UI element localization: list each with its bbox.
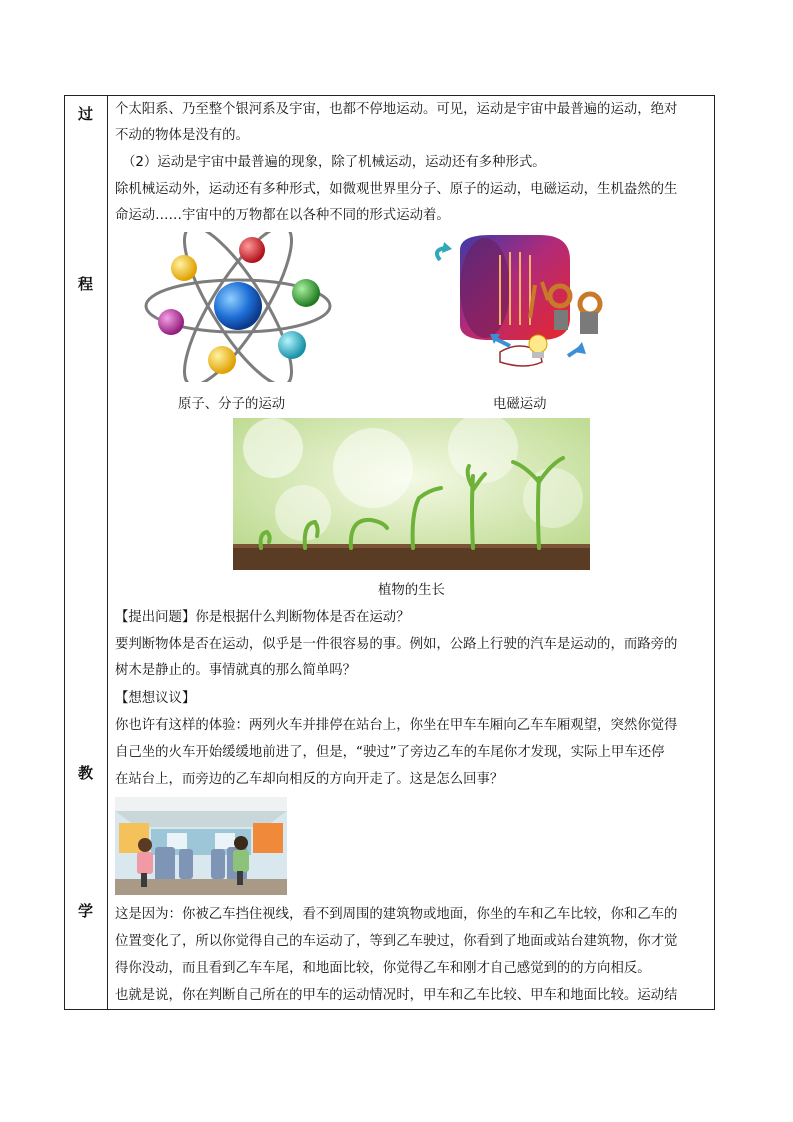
electromagnetic-illustration xyxy=(430,230,620,380)
paragraph-line: 命运动……宇宙中的万物都在以各种不同的形式运动着。 xyxy=(115,208,450,223)
side-label-xue: 学 xyxy=(77,902,93,920)
paragraph-line: 你也许有这样的体验：两列火车并排停在站台上，你坐在甲车车厢向乙车车厢观望，突然你觉得 xyxy=(115,718,678,733)
paragraph-line: 要判断物体是否在运动，似乎是一件很容易的事。例如，公路上行驶的汽车是运动的，而路旁的 xyxy=(115,637,678,652)
paragraph-line: 在站台上，而旁边的乙车却向相反的方向开走了。这是怎么回事？ xyxy=(115,772,504,787)
train-interior-illustration xyxy=(115,797,287,895)
paragraph-line: 位置变化了，所以你觉得自己的车运动了，等到乙车驶过，你看到了地面或站台建筑物，你才觉 xyxy=(115,934,678,949)
paragraph-line: （2）运动是宇宙中最普遍的现象，除了机械运动，运动还有多种形式。 xyxy=(122,155,546,170)
atom-illustration xyxy=(140,232,340,382)
caption-plant: 植物的生长 xyxy=(378,583,445,598)
section-heading-question: 【提出问题】你是根据什么判断物体是否在运动？ xyxy=(115,610,410,625)
paragraph-line: 除机械运动外，运动还有多种形式，如微观世界里分子、原子的运动，电磁运动，生机盎然的生 xyxy=(115,182,678,197)
paragraph-line: 也就是说，你在判断自己所在的甲车的运动情况时，甲车和乙车比较、甲车和地面比较。运动结 xyxy=(115,988,678,1003)
paragraph-line: 个太阳系、乃至整个银河系及宇宙，也都不停地运动。可见，运动是宇宙中最普遍的运动，绝对 xyxy=(115,102,678,117)
column-divider xyxy=(107,95,108,1010)
caption-atom: 原子、分子的运动 xyxy=(178,397,286,412)
caption-electromagnetic: 电磁运动 xyxy=(493,397,547,412)
side-label-cheng: 程 xyxy=(77,275,93,293)
paragraph-line: 不动的物体是没有的。 xyxy=(115,128,249,143)
plant-growth-illustration xyxy=(233,418,590,570)
paragraph-line: 这是因为：你被乙车挡住视线，看不到周围的建筑物或地面，你坐的车和乙车比较，你和乙车的 xyxy=(115,907,678,922)
paragraph-line: 得你没动，而且看到乙车车尾，和地面比较，你觉得乙车和刚才自己感觉到的的方向相反。 xyxy=(115,961,651,976)
side-label-jiao: 教 xyxy=(77,764,93,782)
paragraph-line: 自己坐的火车开始缓缓地前进了，但是，“驶过”了旁边乙车的车尾你才发现，实际上甲车还停 xyxy=(115,745,665,760)
side-label-guo: 过 xyxy=(77,105,93,123)
paragraph-line: 树木是静止的。事情就真的那么简单吗？ xyxy=(115,663,357,678)
section-heading-think: 【想想议议】 xyxy=(115,691,196,706)
